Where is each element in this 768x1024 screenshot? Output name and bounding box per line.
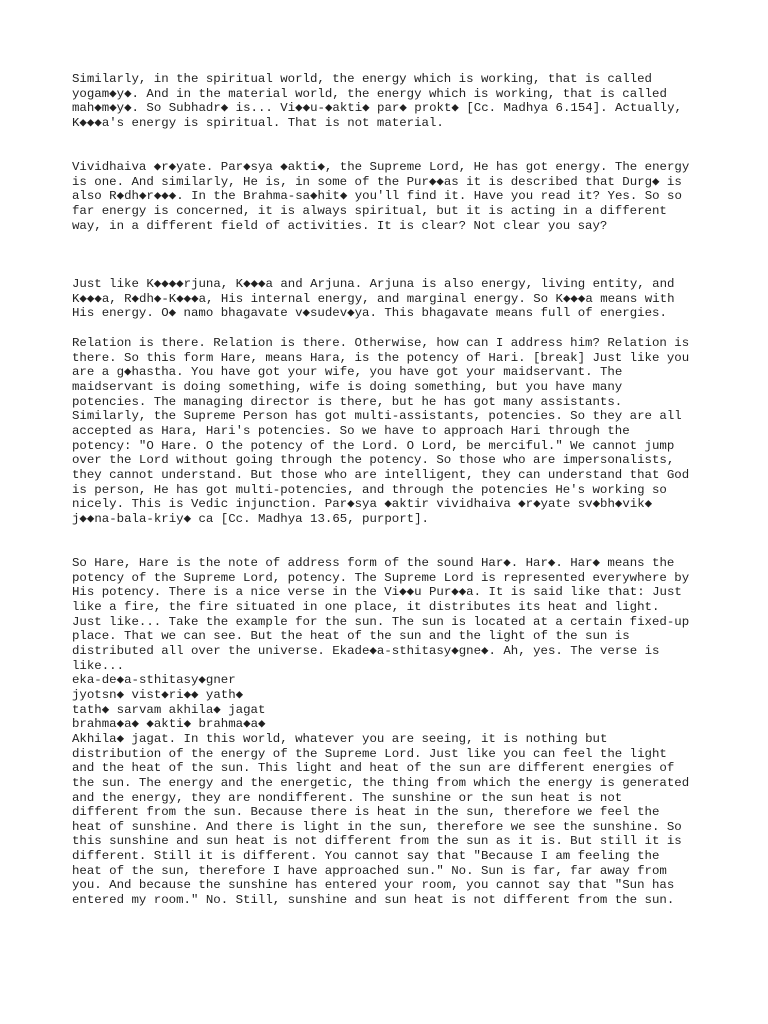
text-line: way, in a different field of activities. It is clear? Not clear you say? <box>72 218 608 233</box>
paragraph-4 <box>72 336 689 527</box>
text-line: like a fire, the fire situated in one place, it distributes its heat and light. <box>72 599 660 614</box>
text-line: K◆◆◆a, R◆dh◆-K◆◆◆a, His internal energy, and marginal energy. So K◆◆◆a means with <box>72 291 675 306</box>
text-line: mah◆m◆y◆. So Subhadr◆ is... Vi◆◆u-◆akti◆ par◆ prokt◆ [Cc. Madhya 6.154]. Actually, <box>72 101 682 116</box>
text-line: potency: "O Hare. O the potency of the Lord. O Lord, be merciful." We cannot jump <box>72 438 675 453</box>
text-line: brahma◆a◆ ◆akti◆ brahma◆a◆ <box>72 717 266 732</box>
text-line: entered my room." No. Still, sunshine and sun heat is not different from the sun. <box>72 893 675 908</box>
text-line: jyotsn◆ vist◆ri◆◆ yath◆ <box>72 687 244 702</box>
paragraph-3 <box>72 277 675 321</box>
text-line: His potency. There is a nice verse in the Vi◆◆u Pur◆◆a. It is said like that: Just <box>72 585 682 600</box>
text-line: are a g◆hastha. You have got your wife, you have got your maidservant. The <box>72 365 623 380</box>
text-line: Relation is there. Relation is there. Otherwise, how can I address him? Relation is <box>72 336 690 350</box>
text-line: also R◆dh◆r◆◆◆. In the Brahma-sa◆hit◆ you'll find it. Have you read it? Yes. So so <box>72 189 682 204</box>
paragraph-1 <box>72 72 682 131</box>
text-line: nicely. This is Vedic injunction. Par◆sya ◆aktir vividhaiva ◆r◆yate sv◆bh◆vik◆ <box>72 497 653 512</box>
text-line: maidservant is doing something, wife is doing something, but you have many <box>72 379 623 394</box>
text-line: over the Lord without going through the potency. So those who are impersonalists, <box>72 453 675 468</box>
text-line: Similarly, in the spiritual world, the energy which is working, that is called <box>72 72 652 86</box>
text-line: is one. And similarly, He is, in some of the Pur◆◆as it is described that Durg◆ is <box>72 174 682 189</box>
text-line: distribution of the energy of the Supreme Lord. Just like you can feel the light <box>72 746 667 761</box>
text-line: and the heat of the sun. This light and heat of the sun are different energies of <box>72 761 675 776</box>
text-line: tath◆ sarvam akhila◆ jagat <box>72 702 266 717</box>
text-line: and the energy, they are nondifferent. The sunshine or the sun heat is not <box>72 790 623 805</box>
text-line: Just like K◆◆◆◆rjuna, K◆◆◆a and Arjuna. Arjuna is also energy, living entity, and <box>72 277 675 291</box>
text-line: Vividhaiva ◆r◆yate. Par◆sya ◆akti◆, the Supreme Lord, He has got energy. The energy <box>72 160 690 174</box>
text-line: accepted as Hara, Hari's potencies. So we have to approach Hari through the <box>72 423 630 438</box>
text-line: His energy. O◆ namo bhagavate v◆sudev◆ya. This bhagavate means full of energies. <box>72 306 667 321</box>
text-line: far energy is concerned, it is always spiritual, but it is acting in a different <box>72 203 667 218</box>
text-line: potency of the Supreme Lord, potency. The Supreme Lord is represented everywhere by <box>72 570 690 585</box>
text-line: j◆◆na-bala-kriy◆ ca [Cc. Madhya 13.65, purport]. <box>72 511 429 526</box>
text-line: like... <box>72 658 125 673</box>
text-line: there. So this form Hare, means Hara, is the potency of Hari. [break] Just like you <box>72 350 690 365</box>
text-line: different. Still it is different. You cannot say that "Because I am feeling the <box>72 849 660 864</box>
text-line: is person, He has got multi-potencies, and through the potencies He's working so <box>72 482 667 497</box>
text-line: the sun. The energy and the energetic, the thing from which the energy is generated <box>72 775 690 790</box>
text-line: Just like... Take the example for the sun. The sun is located at a certain fixed-up <box>72 614 690 629</box>
text-line: place. That we can see. But the heat of the sun and the light of the sun is <box>72 629 630 644</box>
text-line: you. And because the sunshine has entered your room, you cannot say that "Sun has <box>72 878 675 893</box>
text-line: K◆◆◆a's energy is spiritual. That is not material. <box>72 115 444 130</box>
text-line: this sunshine and sun heat is not different from the sun as it is. But still it is <box>72 834 682 849</box>
text-line: distributed all over the universe. Ekade◆a-sthitasy◆gne◆. Ah, yes. The verse is <box>72 643 660 658</box>
text-line: heat of the sun, therefore I have approached sun." No. Sun is far, far away from <box>72 863 667 878</box>
text-line: So Hare, Hare is the note of address form of the sound Har◆. Har◆. Har◆ means the <box>72 556 675 570</box>
paragraph-5 <box>72 556 689 908</box>
text-line: potencies. The managing director is there, but he has got many assistants. <box>72 394 623 409</box>
paragraph-2 <box>72 160 689 233</box>
text-line: different from the sun. Because there is heat in the sun, therefore we feel the <box>72 805 660 820</box>
text-line: Akhila◆ jagat. In this world, whatever you are seeing, it is nothing but <box>72 731 608 746</box>
text-line: heat of sunshine. And there is light in the sun, therefore we see the sunshine. So <box>72 819 682 834</box>
text-line: they cannot understand. But those who are intelligent, they can understand that God <box>72 467 690 482</box>
text-line: yogam◆y◆. And in the material world, the energy which is working, that is called <box>72 86 667 101</box>
text-line: eka-de◆a-sthitasy◆gner <box>72 673 236 688</box>
text-line: Similarly, the Supreme Person has got multi-assistants, potencies. So they are all <box>72 409 682 424</box>
